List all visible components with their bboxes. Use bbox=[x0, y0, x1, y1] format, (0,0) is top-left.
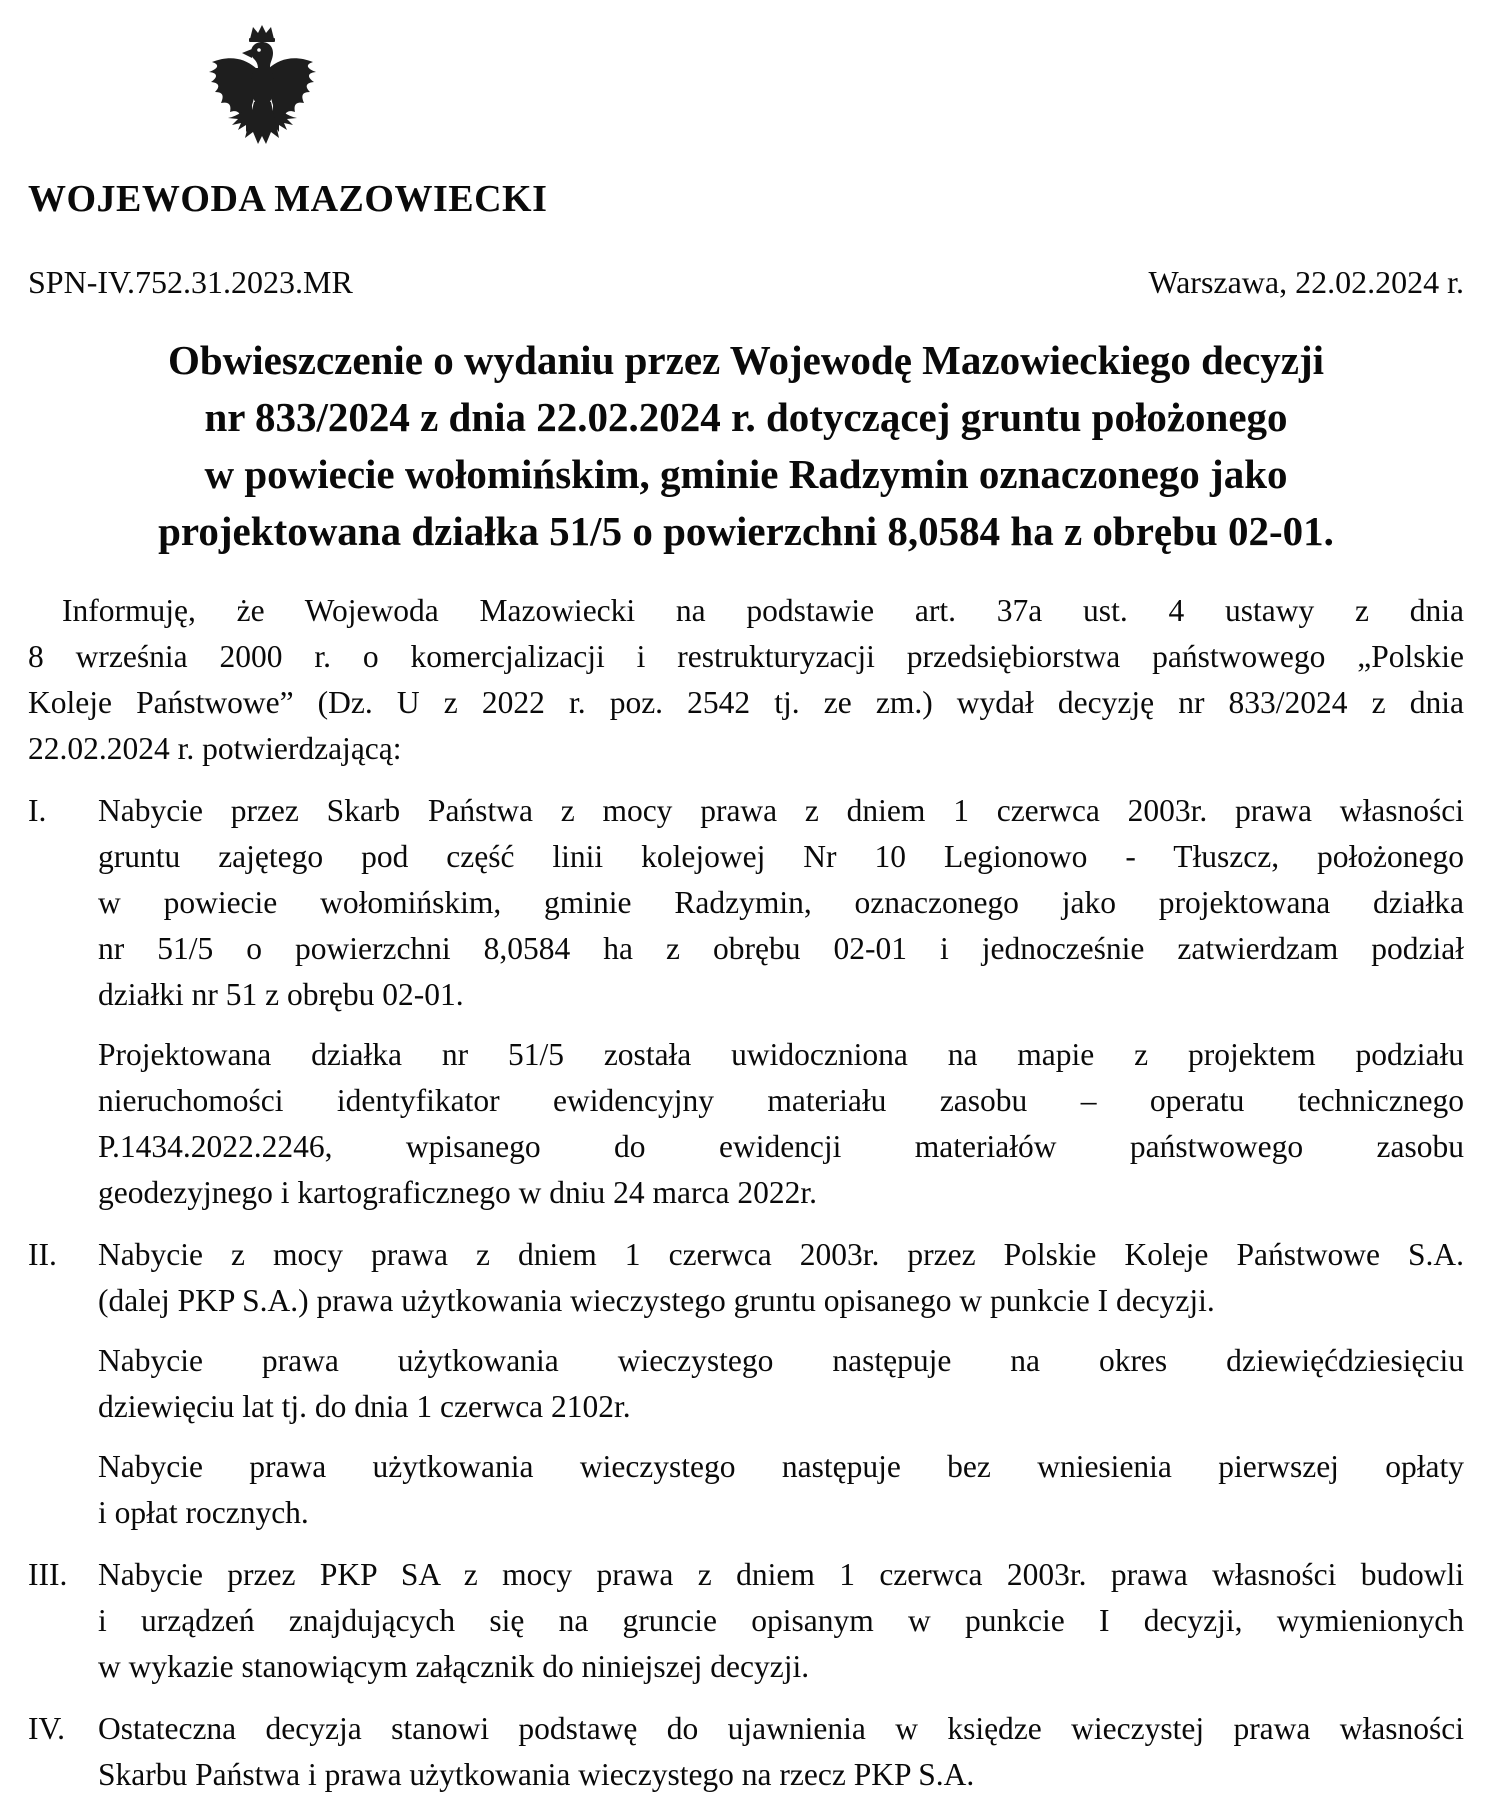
text-line: nieruchomości identyfikator ewidencyjny materiału zasobu – operatu technicznego bbox=[98, 1083, 1464, 1118]
eagle-shape bbox=[209, 25, 316, 144]
place-and-date: Warszawa, 22.02.2024 r. bbox=[1148, 264, 1464, 300]
paragraph bbox=[98, 1232, 1464, 1324]
text-line: i opłat rocznych. bbox=[98, 1495, 309, 1530]
paragraph bbox=[98, 1706, 1464, 1798]
text-line: nr 833/2024 z dnia 22.02.2024 r. dotyczącej gruntu położonego bbox=[204, 394, 1288, 440]
text-line: 22.02.2024 r. potwierdzającą: bbox=[28, 731, 402, 766]
text-line: P.1434.2022.2246, wpisanego do ewidencji materiałów państwowego zasobu bbox=[98, 1129, 1464, 1164]
list-numeral: II. bbox=[28, 1237, 57, 1272]
eagle-eye bbox=[257, 48, 261, 52]
reference-row bbox=[28, 264, 1464, 300]
text-line: Nabycie prawa użytkowania wieczystego następuje bez wniesienia pierwszej opłaty bbox=[98, 1449, 1464, 1484]
emblem-area bbox=[28, 0, 1464, 158]
notice-title bbox=[28, 332, 1464, 560]
text-line: projektowana działka 51/5 o powierzchni 8,0584 ha z obrębu 02-01. bbox=[158, 508, 1334, 554]
crown-icon bbox=[250, 25, 274, 39]
list-item-body bbox=[98, 1232, 1464, 1536]
paragraph bbox=[98, 1338, 1464, 1430]
decision-list bbox=[28, 788, 1464, 1798]
text-line: (dalej PKP S.A.) prawa użytkowania wieczystego gruntu opisanego w punkcie I decyzji. bbox=[98, 1283, 1215, 1318]
list-item-body bbox=[98, 1706, 1464, 1798]
paragraph bbox=[98, 1552, 1464, 1690]
text-line: Nabycie z mocy prawa z dniem 1 czerwca 2003r. przez Polskie Koleje Państwowe S.A. bbox=[98, 1237, 1464, 1272]
case-reference: SPN-IV.752.31.2023.MR bbox=[28, 264, 353, 300]
text-line: w wykazie stanowiącym załącznik do niniejszej decyzji. bbox=[98, 1649, 810, 1684]
list-numeral: I. bbox=[28, 793, 47, 828]
text-line: Projektowana działka nr 51/5 została uwidoczniona na mapie z projektem podziału bbox=[98, 1037, 1464, 1072]
list-item-3 bbox=[28, 1552, 1464, 1690]
text-line: geodezyjnego i kartograficznego w dniu 24 marca 2022r. bbox=[98, 1175, 817, 1210]
text-line: w powiecie wołomińskim, gminie Radzymin, oznaczonego jako projektowana działka bbox=[98, 885, 1464, 920]
text-line: Skarbu Państwa i prawa użytkowania wieczystego na rzecz PKP S.A. bbox=[98, 1757, 975, 1792]
issuer-title: WOJEWODA MAZOWIECKI bbox=[28, 178, 548, 220]
intro-paragraph bbox=[28, 588, 1464, 772]
text-line: Nabycie prawa użytkowania wieczystego następuje na okres dziewięćdziesięciu bbox=[98, 1343, 1464, 1378]
text-line: Nabycie przez PKP SA z mocy prawa z dniem 1 czerwca 2003r. prawa własności budowli bbox=[98, 1557, 1464, 1592]
eagle-body bbox=[251, 68, 274, 102]
text-line: działki nr 51 z obrębu 02-01. bbox=[98, 977, 464, 1012]
text-line: Ostateczna decyzja stanowi podstawę do ujawnienia w księdze wieczystej prawa własności bbox=[98, 1711, 1464, 1746]
paragraph bbox=[98, 1032, 1464, 1216]
paragraph bbox=[98, 788, 1464, 1018]
text-line: Koleje Państwowe” (Dz. U z 2022 r. poz. 2542 tj. ze zm.) wydał decyzję nr 833/2024 z dnia bbox=[28, 685, 1464, 720]
list-item-body bbox=[98, 1552, 1464, 1690]
paragraph bbox=[98, 1444, 1464, 1536]
text-line: i urządzeń znajdujących się na gruncie opisanym w punkcie I decyzji, wymienionych bbox=[98, 1603, 1464, 1638]
text-line: Nabycie przez Skarb Państwa z mocy prawa z dniem 1 czerwca 2003r. prawa własności bbox=[98, 793, 1464, 828]
text-line: 8 września 2000 r. o komercjalizacji i restrukturyzacji przedsiębiorstwa państwowego „Polskie bbox=[28, 639, 1464, 674]
text-line: gruntu zajętego pod część linii kolejowej Nr 10 Legionowo - Tłuszcz, położonego bbox=[98, 839, 1464, 874]
crown-band bbox=[249, 38, 275, 42]
list-item-4 bbox=[28, 1706, 1464, 1798]
list-numeral: IV. bbox=[28, 1711, 66, 1746]
text-line: nr 51/5 o powierzchni 8,0584 ha z obrębu 02-01 i jednocześnie zatwierdzam podział bbox=[98, 931, 1464, 966]
polish-eagle-emblem bbox=[202, 22, 323, 156]
eagle-beak bbox=[242, 49, 252, 58]
text-line: dziewięciu lat tj. do dnia 1 czerwca 2102r. bbox=[98, 1389, 631, 1424]
text-line: Obwieszczenie o wydaniu przez Wojewodę Mazowieckiego decyzji bbox=[167, 337, 1325, 383]
list-item-body bbox=[98, 788, 1464, 1216]
text-line: Informuję, że Wojewoda Mazowiecki na podstawie art. 37a ust. 4 ustawy z dnia bbox=[62, 593, 1464, 628]
text-line: w powiecie wołomińskim, gminie Radzymin oznaczonego jako bbox=[204, 451, 1288, 497]
list-item-1 bbox=[28, 788, 1464, 1216]
list-item-2 bbox=[28, 1232, 1464, 1536]
list-numeral: III. bbox=[28, 1557, 68, 1592]
